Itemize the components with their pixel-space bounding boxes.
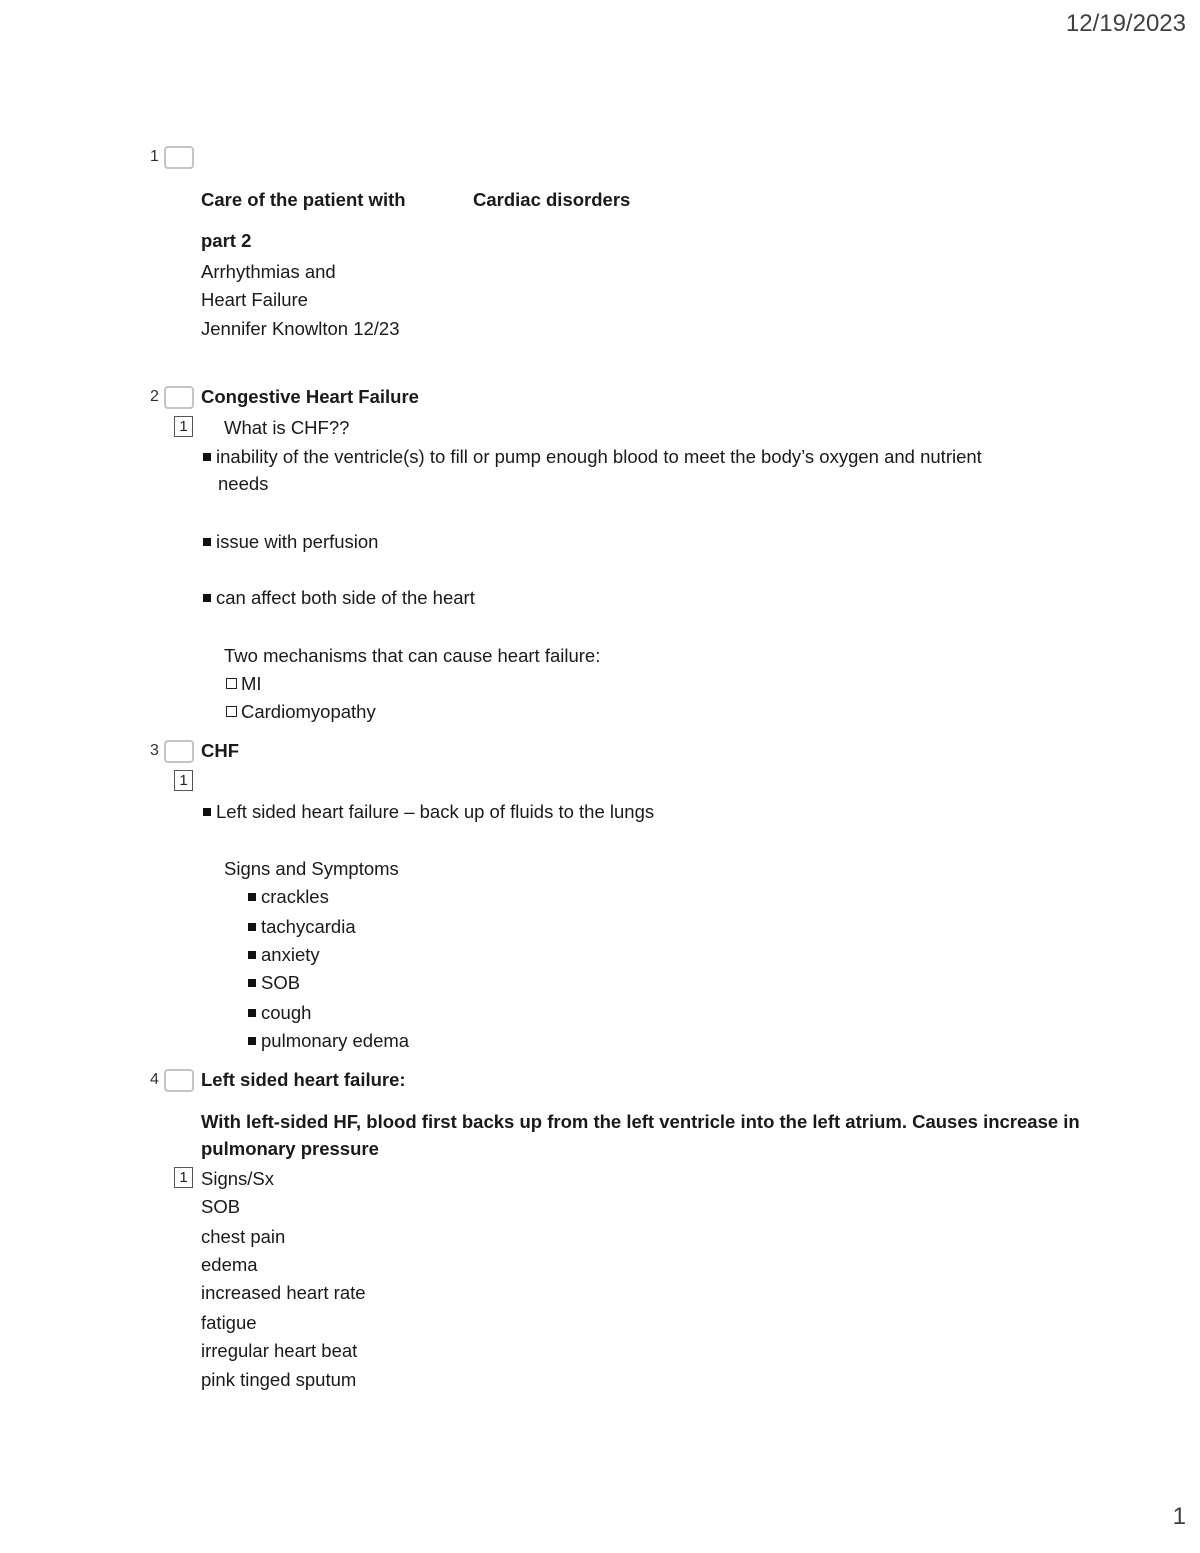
list-item: tachycardia xyxy=(248,916,356,938)
slide-thumbnail-2[interactable] xyxy=(164,386,194,409)
list-item-continuation: needs xyxy=(218,473,269,494)
slide-1-line: Heart Failure xyxy=(201,289,308,310)
list-item: pink tinged sputum xyxy=(201,1369,357,1390)
bullet-icon xyxy=(248,1037,256,1045)
bullet-icon xyxy=(248,1009,256,1017)
slide-number-2: 2 xyxy=(150,388,159,405)
slide-thumbnail-1[interactable] xyxy=(164,146,194,169)
slide-4-description: With left-sided HF, blood first backs up from the left ventricle into the left atrium. Causes increase in pulmonary pressure xyxy=(201,1111,1080,1159)
slide-2-title: Congestive Heart Failure xyxy=(201,386,419,407)
slide-1-title-right: Cardiac disorders xyxy=(473,189,631,210)
square-bullet-icon xyxy=(226,706,237,717)
slide-number-3: 3 xyxy=(150,742,159,759)
slide-1-subtitle: part 2 xyxy=(201,230,252,251)
note-marker: 1 xyxy=(174,770,193,791)
mechanisms-heading: Two mechanisms that can cause heart failure: xyxy=(224,645,601,666)
list-item: inability of the ventricle(s) to fill or pump enough blood to meet the body’s oxygen and nutrient xyxy=(203,446,982,468)
bullet-icon xyxy=(203,453,211,461)
list-item: MI xyxy=(226,673,262,695)
slide-4-title: Left sided heart failure: xyxy=(201,1069,406,1090)
list-item: crackles xyxy=(248,886,329,908)
list-item: issue with perfusion xyxy=(203,531,378,553)
list-item: Cardiomyopathy xyxy=(226,701,376,723)
bullet-icon xyxy=(203,538,211,546)
list-item: increased heart rate xyxy=(201,1282,366,1303)
slide-thumbnail-4[interactable] xyxy=(164,1069,194,1092)
slide-1-line: Jennifer Knowlton 12/23 xyxy=(201,318,400,339)
bullet-icon xyxy=(248,923,256,931)
list-item: pulmonary edema xyxy=(248,1030,409,1052)
page-number: 1 xyxy=(1172,1503,1186,1530)
list-item: can affect both side of the heart xyxy=(203,587,475,609)
slide-2-question: What is CHF?? xyxy=(224,417,350,438)
signs-heading: Signs/Sx xyxy=(201,1168,275,1189)
signs-heading: Signs and Symptoms xyxy=(224,858,399,879)
slide-3-title: CHF xyxy=(201,740,240,761)
square-bullet-icon xyxy=(226,678,237,689)
list-item: fatigue xyxy=(201,1312,257,1333)
list-item: edema xyxy=(201,1254,258,1275)
page-date: 12/19/2023 xyxy=(1065,10,1186,37)
note-marker: 1 xyxy=(174,416,193,437)
bullet-icon xyxy=(248,951,256,959)
note-marker: 1 xyxy=(174,1167,193,1188)
list-item: SOB xyxy=(201,1196,241,1217)
list-item: irregular heart beat xyxy=(201,1340,358,1361)
list-item: anxiety xyxy=(248,944,320,966)
slide-thumbnail-3[interactable] xyxy=(164,740,194,763)
slide-number-4: 4 xyxy=(150,1071,159,1088)
list-item: SOB xyxy=(248,972,300,994)
list-item: Left sided heart failure – back up of fluids to the lungs xyxy=(203,801,654,823)
slide-1-title-left: Care of the patient with xyxy=(201,189,406,210)
bullet-icon xyxy=(203,594,211,602)
slide-1-line: Arrhythmias and xyxy=(201,261,336,282)
bullet-icon xyxy=(203,808,211,816)
slide-number-1: 1 xyxy=(150,148,159,165)
bullet-icon xyxy=(248,979,256,987)
list-item: cough xyxy=(248,1002,311,1024)
bullet-icon xyxy=(248,893,256,901)
list-item: chest pain xyxy=(201,1226,286,1247)
